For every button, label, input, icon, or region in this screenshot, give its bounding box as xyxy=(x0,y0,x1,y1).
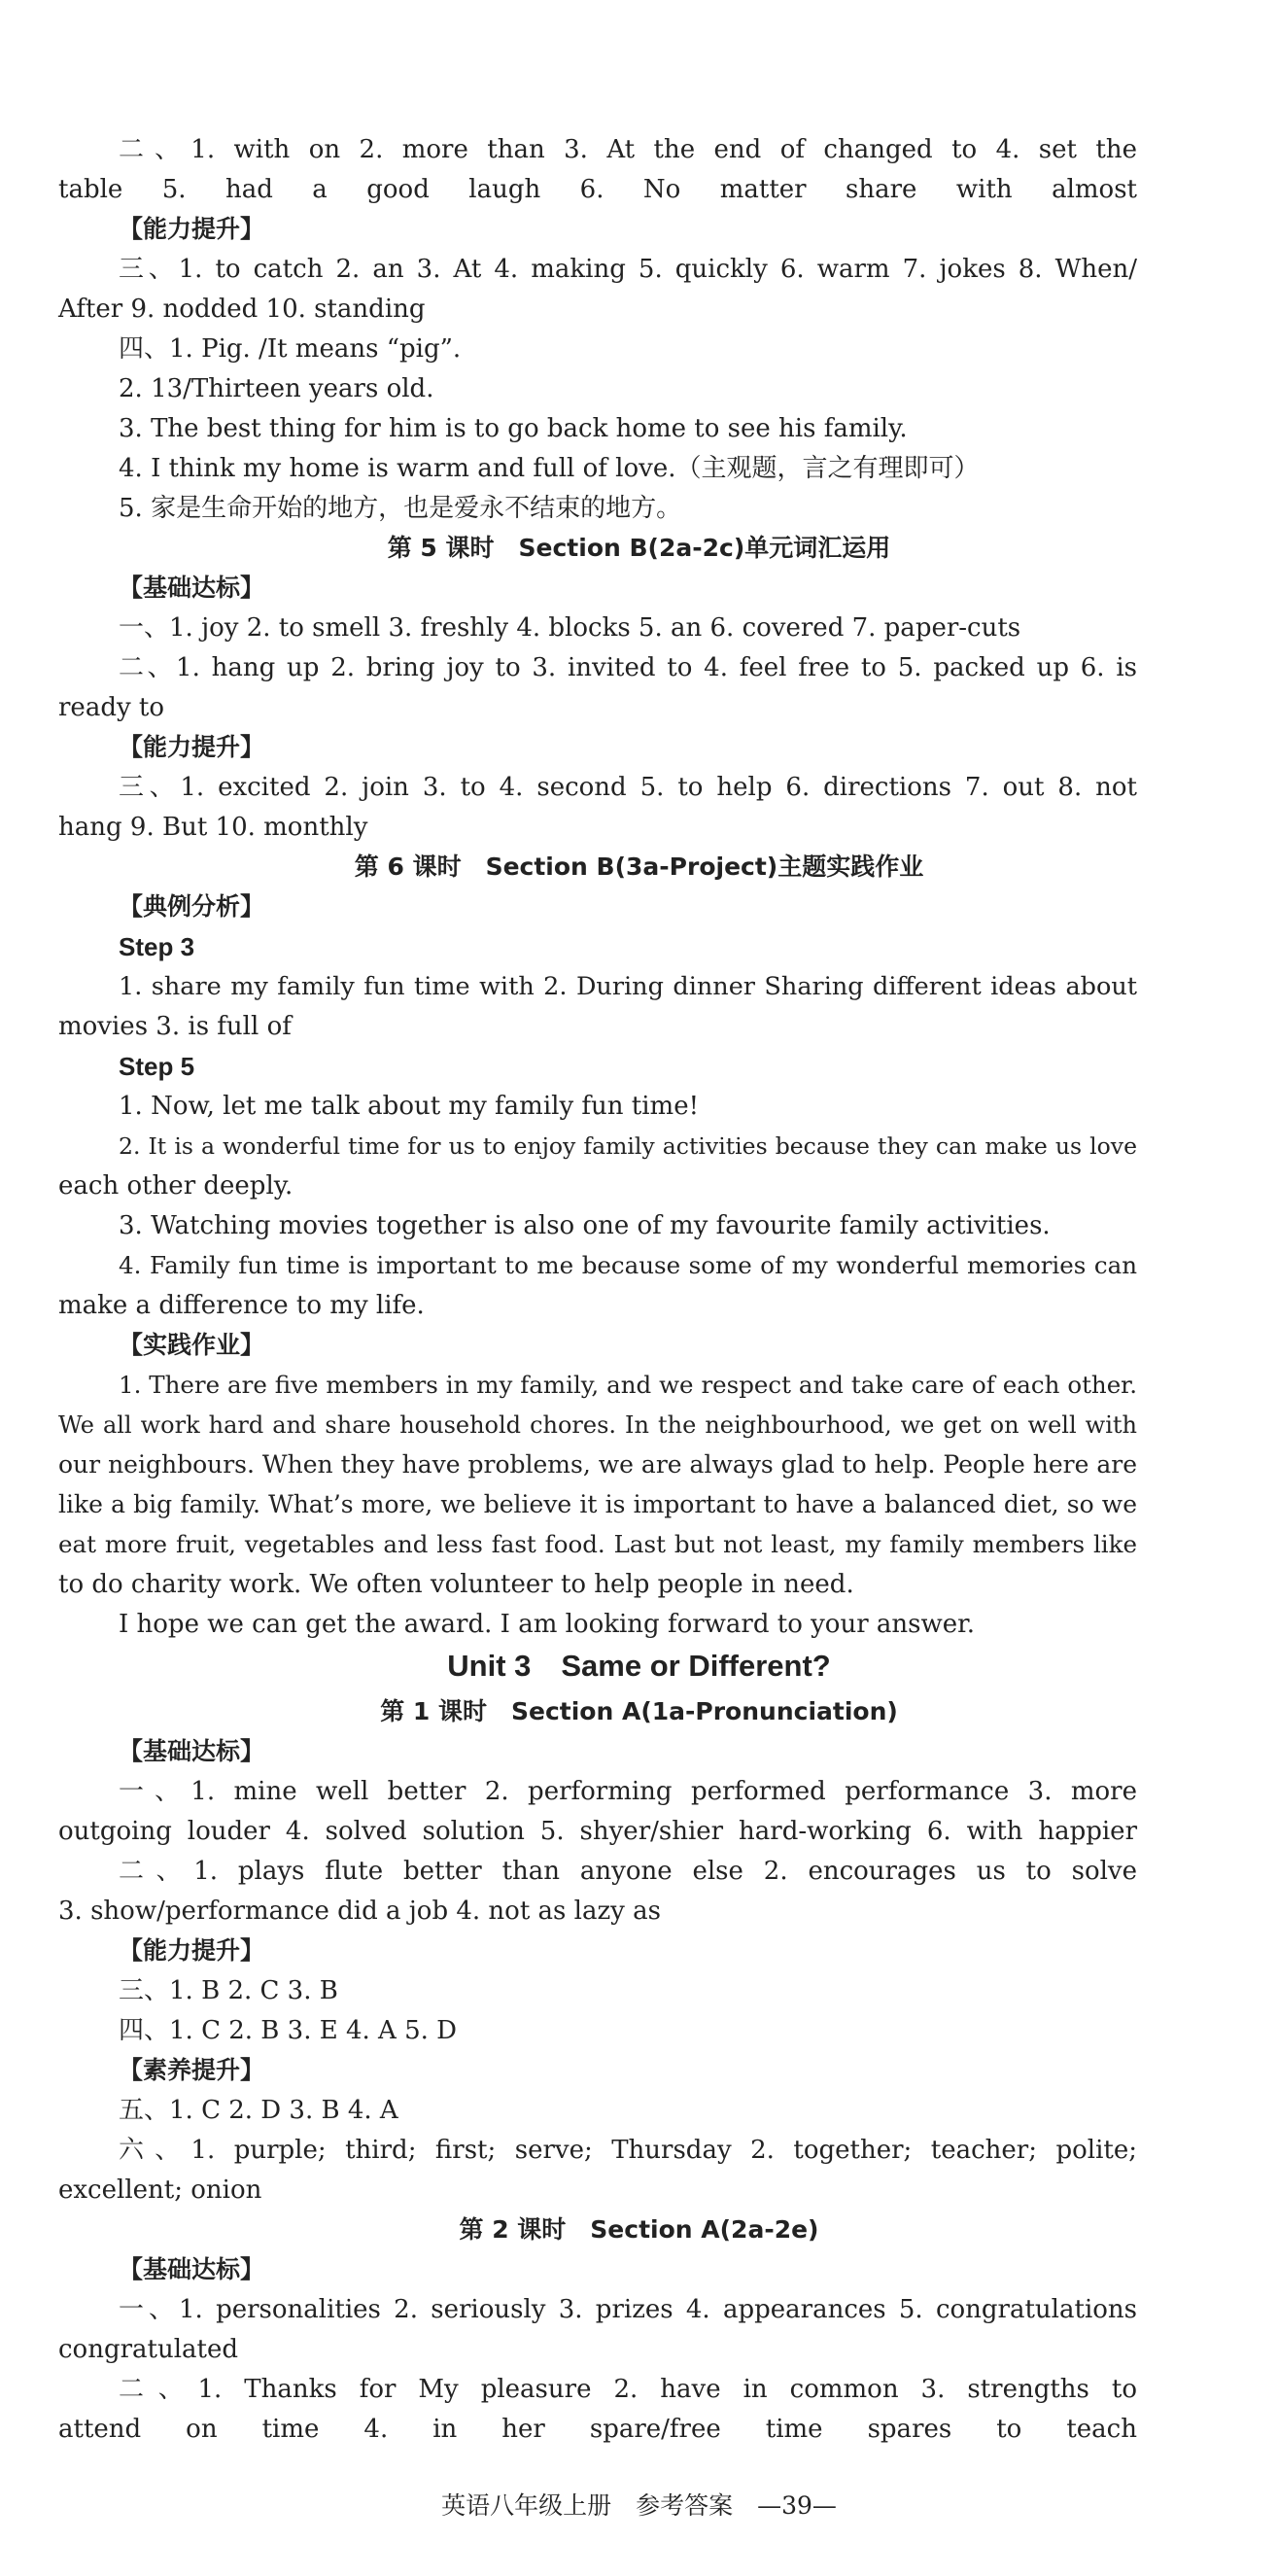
step-heading: Step 3 xyxy=(119,932,195,961)
answer-line: 二、1. with on 2. more than 3. At the end of changed to 4. set the xyxy=(119,135,1137,164)
answer-line: 三、1. excited 2. join 3. to 4. second 5. to help 6. directions 7. out 8. not xyxy=(119,773,1137,802)
section-heading: 【能力提升】 xyxy=(119,733,265,761)
section-heading: 【实践作业】 xyxy=(119,1331,265,1359)
answer-line: movies 3. is full of xyxy=(58,1012,292,1041)
answer-line: congratulated xyxy=(58,2335,239,2364)
answer-line: 四、1. Pig. /It means “pig”. xyxy=(119,334,462,364)
answer-line: 1. share my family fun time with 2. During dinner Sharing different ideas about xyxy=(119,972,1137,1001)
answer-line: I hope we can get the award. I am looking forward to your answer. xyxy=(119,1610,975,1639)
lesson-title: 第 6 课时 Section B(3a-Project)主题实践作业 xyxy=(354,853,924,881)
answer-line: 三、1. to catch 2. an 3. At 4. making 5. quickly 6. warm 7. jokes 8. When/ xyxy=(119,255,1137,284)
answer-line: our neighbours. When they have problems, we are always glad to help. People here are xyxy=(58,1450,1137,1479)
answer-line: each other deeply. xyxy=(58,1171,294,1201)
answer-line: 五、1. C 2. D 3. B 4. A xyxy=(119,2096,398,2125)
section-heading: 【典例分析】 xyxy=(119,892,265,921)
page-footer: 英语八年级上册 参考答案 —39— xyxy=(441,2491,837,2520)
step-heading: Step 5 xyxy=(119,1052,195,1081)
answer-line: 二、1. hang up 2. bring joy to 3. invited to 4. feel free to 5. packed up 6. is xyxy=(119,653,1137,682)
answer-line: attend on time 4. in her spare/free time spares to teach xyxy=(58,2415,1137,2444)
lesson-title: 第 2 课时 Section A(2a-2e) xyxy=(459,2215,819,2244)
answer-line: 1. Now, let me talk about my family fun time! xyxy=(119,1092,700,1121)
answer-line: make a difference to my life. xyxy=(58,1291,425,1320)
answer-line: 一、1. mine well better 2. performing performed performance 3. more xyxy=(119,1777,1137,1806)
answer-line: table 5. had a good laugh 6. No matter share with almost xyxy=(58,175,1137,204)
answer-line: After 9. nodded 10. standing xyxy=(58,295,426,324)
lesson-title: 第 1 课时 Section A(1a-Pronunciation) xyxy=(380,1697,898,1725)
answer-line: We all work hard and share household chores. In the neighbourhood, we get on well with xyxy=(58,1411,1137,1439)
section-heading: 【基础达标】 xyxy=(119,1737,265,1765)
answer-line: 3. Watching movies together is also one of my favourite family activities. xyxy=(119,1211,1051,1240)
section-heading: 【能力提升】 xyxy=(119,215,265,243)
answer-line: 2. 13/Thirteen years old. xyxy=(119,374,434,403)
unit-title: Unit 3 Same or Different? xyxy=(447,1649,831,1683)
answer-line: 4. Family fun time is important to me because some of my wonderful memories can xyxy=(119,1251,1137,1279)
answer-line: to do charity work. We often volunteer to help people in need. xyxy=(58,1570,854,1599)
lesson-title: 第 5 课时 Section B(2a-2c)单元词汇运用 xyxy=(387,534,891,562)
answer-line: 二、1. Thanks for My pleasure 2. have in common 3. strengths to xyxy=(119,2375,1137,2404)
answer-line: 一、1. joy 2. to smell 3. freshly 4. blocks 5. an 6. covered 7. paper-cuts xyxy=(119,613,1021,643)
section-heading: 【基础达标】 xyxy=(119,2255,265,2283)
answer-line: outgoing louder 4. solved solution 5. shyer/shier hard-working 6. with happier xyxy=(58,1817,1137,1846)
answer-line: 六、1. purple; third; first; serve; Thursday 2. together; teacher; polite; xyxy=(119,2136,1137,2165)
answer-line: 一、1. personalities 2. seriously 3. prizes 4. appearances 5. congratulations xyxy=(119,2295,1137,2324)
answer-line: 二、1. plays flute better than anyone else 2. encourages us to solve xyxy=(119,1857,1137,1886)
answer-line: excellent; onion xyxy=(58,2176,262,2205)
answer-line: 三、1. B 2. C 3. B xyxy=(119,1976,338,2005)
answer-line: 3. The best thing for him is to go back home to see his family. xyxy=(119,414,908,443)
answer-line: 2. It is a wonderful time for us to enjoy family activities because they can make us love xyxy=(119,1132,1137,1160)
answer-line: 四、1. C 2. B 3. E 4. A 5. D xyxy=(119,2016,458,2045)
answer-line: ready to xyxy=(58,693,165,722)
section-heading: 【基础达标】 xyxy=(119,574,265,602)
section-heading: 【能力提升】 xyxy=(119,1936,265,1965)
answer-line: 1. There are five members in my family, and we respect and take care of each other. xyxy=(119,1371,1137,1399)
section-heading: 【素养提升】 xyxy=(119,2056,265,2084)
answer-line: eat more fruit, vegetables and less fast food. Last but not least, my family members like xyxy=(58,1530,1137,1558)
answer-line: 4. I think my home is warm and full of love.（主观题，言之有理即可） xyxy=(119,454,980,483)
answer-line: hang 9. But 10. monthly xyxy=(58,813,368,842)
answer-line: 5. 家是生命开始的地方，也是爱永不结束的地方。 xyxy=(119,494,682,523)
answer-line: 3. show/performance did a job 4. not as lazy as xyxy=(58,1897,661,1926)
answer-line: like a big family. What’s more, we believe it is important to have a balanced diet, so we xyxy=(58,1490,1137,1518)
